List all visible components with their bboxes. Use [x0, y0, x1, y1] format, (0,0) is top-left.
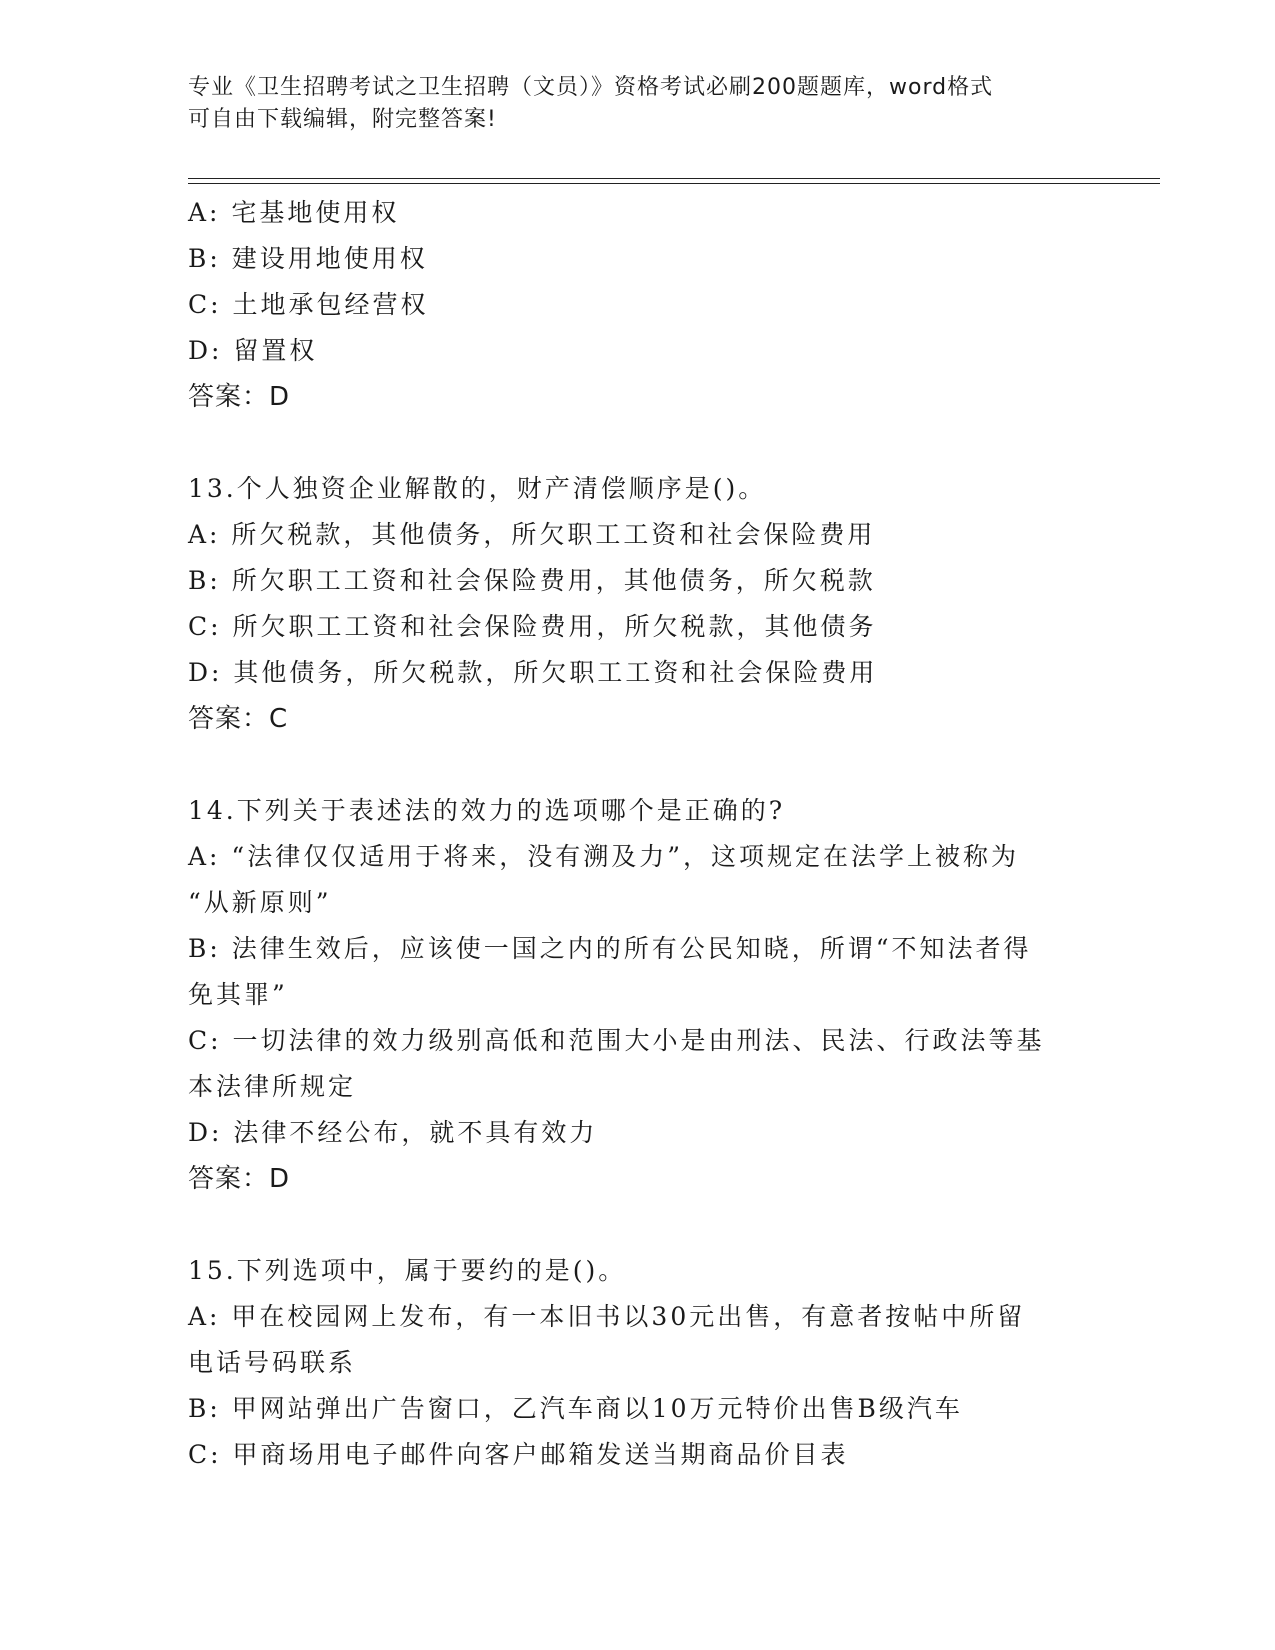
- question-15-block: [188, 1248, 1088, 1478]
- q12-option-a: A: 宅基地使用权: [188, 198, 400, 227]
- q15-option-a-line-2: 电话号码联系: [188, 1348, 357, 1377]
- q14-option-c-line-2: 本法律所规定: [188, 1072, 357, 1101]
- q14-answer: 答案：D: [188, 1164, 291, 1194]
- header-line-1: 专业《卫生招聘考试之卫生招聘（文员）》资格考试必刷200题题库，word格式: [188, 75, 994, 100]
- document-header: [188, 72, 1088, 136]
- q13-option-d: D: 其他债务，所欠税款，所欠职工工资和社会保险费用: [188, 658, 878, 687]
- q14-option-b-line-2: 免其罪”: [188, 980, 288, 1009]
- q14-option-c-line-1: C: 一切法律的效力级别高低和范围大小是由刑法、民法、行政法等基: [188, 1026, 1045, 1055]
- q12-option-c: C: 土地承包经营权: [188, 290, 429, 319]
- question-12-block: [188, 190, 1088, 420]
- q14-question: 14.下列关于表述法的效力的选项哪个是正确的?: [188, 796, 786, 825]
- q15-option-b: B: 甲网站弹出广告窗口，乙汽车商以10万元特价出售B级汽车: [188, 1394, 963, 1423]
- header-rule-bottom: [188, 183, 1160, 184]
- question-14-block: [188, 788, 1088, 1202]
- q12-option-b: B: 建设用地使用权: [188, 244, 428, 273]
- q14-option-a-line-1: A: “法律仅仅适用于将来，没有溯及力”，这项规定在法学上被称为: [188, 842, 1019, 871]
- q15-option-c: C: 甲商场用电子邮件向客户邮箱发送当期商品价目表: [188, 1440, 849, 1469]
- q15-question: 15.下列选项中，属于要约的是()。: [188, 1256, 627, 1285]
- q13-option-c: C: 所欠职工工资和社会保险费用，所欠税款，其他债务: [188, 612, 877, 641]
- q13-question: 13.个人独资企业解散的，财产清偿顺序是()。: [188, 474, 767, 503]
- q13-answer: 答案：C: [188, 704, 289, 734]
- q14-option-a-line-2: “从新原则”: [188, 888, 332, 917]
- spacer: [188, 1202, 1088, 1248]
- q12-option-d: D: 留置权: [188, 336, 318, 365]
- question-13-block: [188, 466, 1088, 742]
- q13-option-a: A: 所欠税款，其他债务，所欠职工工资和社会保险费用: [188, 520, 876, 549]
- spacer: [188, 420, 1088, 466]
- header-rule-top: [188, 178, 1160, 179]
- q14-option-d: D: 法律不经公布，就不具有效力: [188, 1118, 598, 1147]
- q14-option-b-line-1: B: 法律生效后，应该使一国之内的所有公民知晓，所谓“不知法者得: [188, 934, 1032, 963]
- q15-option-a-line-1: A: 甲在校园网上发布，有一本旧书以30元出售，有意者按帖中所留: [188, 1302, 1026, 1331]
- header-line-2: 可自由下载编辑，附完整答案!: [188, 107, 497, 132]
- question-list: [188, 190, 1088, 1478]
- spacer: [188, 742, 1088, 788]
- q13-option-b: B: 所欠职工工资和社会保险费用，其他债务，所欠税款: [188, 566, 876, 595]
- q12-answer: 答案：D: [188, 382, 291, 412]
